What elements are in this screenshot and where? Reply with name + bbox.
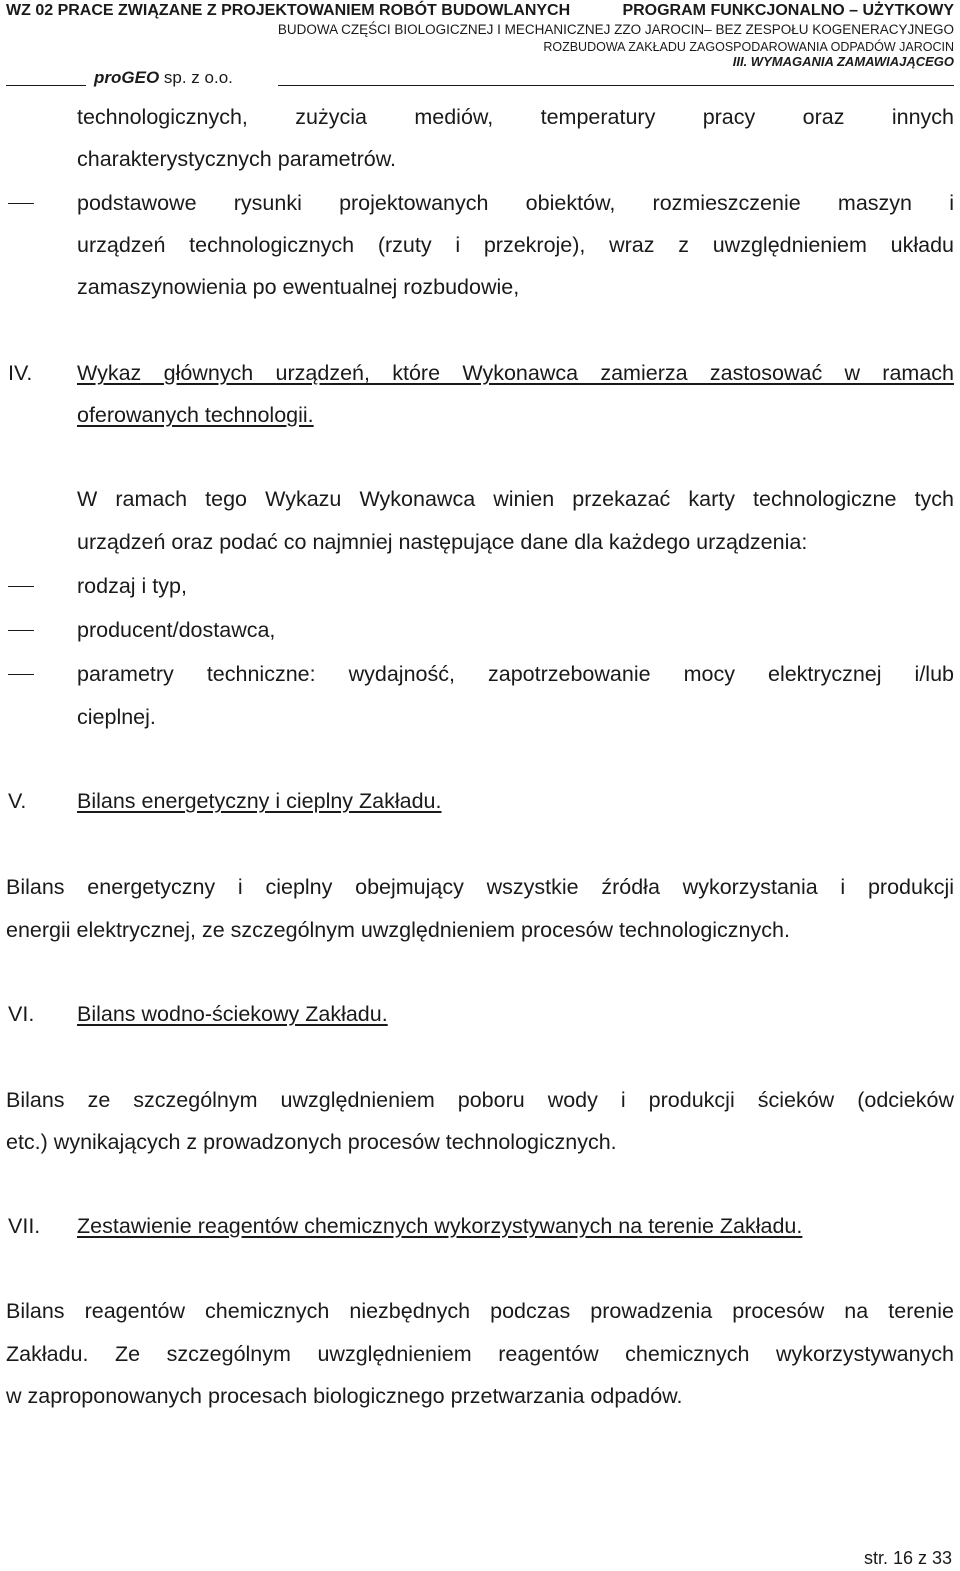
- section-number-v: V.: [8, 789, 27, 813]
- page-number: str. 16 z 33: [863, 1548, 952, 1568]
- header-project-line: BUDOWA CZĘŚCI BIOLOGICZNEJ I MECHANICZNEJ ZZO JAROCIN– BEZ ZESPOŁU KOGENERACYJNEGO: [277, 22, 954, 37]
- list-item-line: zamaszynowienia po ewentualnej rozbudowie,: [77, 275, 520, 299]
- header-section-line: III. WYMAGANIA ZAMAWIAJĄCEGO: [732, 54, 954, 69]
- company-logo: [94, 68, 233, 88]
- list-item-line: podstawowe rysunki projektowanych obiektów, rozmieszczenie maszyn i: [77, 191, 954, 215]
- paragraph-line: technologicznych, zużycia mediów, temperatury pracy oraz innych: [77, 105, 954, 129]
- header-extension-line: ROZBUDOWA ZAKŁADU ZAGOSPODAROWANIA ODPADÓW JAROCIN: [543, 40, 954, 54]
- bullet-dash: [8, 586, 34, 587]
- section-number-iv: IV.: [8, 361, 33, 385]
- section-title-vi: Bilans wodno-ściekowy Zakładu.: [77, 1002, 388, 1026]
- list-item: producent/dostawca,: [77, 618, 276, 642]
- header-line-1: [6, 2, 954, 22]
- header-rule-left: [6, 85, 86, 86]
- paragraph-line: Zakładu. Ze szczególnym uwzględnieniem reagentów chemicznych wykorzystywanych: [6, 1342, 954, 1366]
- bullet-dash: [8, 203, 34, 204]
- paragraph-line: Bilans reagentów chemicznych niezbędnych podczas prowadzenia procesów na terenie: [6, 1299, 954, 1323]
- section-number-vii: VII.: [8, 1214, 41, 1238]
- paragraph-line: Bilans ze szczególnym uwzględnieniem poboru wody i produkcji ścieków (odcieków: [6, 1088, 954, 1112]
- section-title-v: Bilans energetyczny i cieplny Zakładu.: [77, 789, 442, 813]
- list-item: rodzaj i typ,: [77, 574, 187, 598]
- section-title-vii: Zestawienie reagentów chemicznych wykorzystywanych na terenie Zakładu.: [77, 1214, 803, 1238]
- paragraph-line: energii elektrycznej, ze szczególnym uwzględnieniem procesów technologicznych.: [6, 918, 790, 942]
- company-row: [6, 68, 954, 90]
- section-number-vi: VI.: [8, 1002, 35, 1026]
- section-title-iv-cont: oferowanych technologii.: [77, 403, 314, 427]
- bullet-dash: [8, 630, 34, 631]
- company-logo-bold: proGEO: [94, 68, 160, 87]
- header-contract-title: WZ 02 PRACE ZWIĄZANE Z PROJEKTOWANIEM ROBÓT BUDOWLANYCH: [6, 2, 571, 19]
- paragraph-line: W ramach tego Wykazu Wykonawca winien przekazać karty technologiczne tych: [77, 487, 954, 511]
- list-item-line: parametry techniczne: wydajność, zapotrzebowanie mocy elektrycznej i/lub: [77, 662, 954, 686]
- paragraph-line: charakterystycznych parametrów.: [77, 147, 397, 171]
- list-item-line: urządzeń technologicznych (rzuty i przekroje), wraz z uwzględnieniem układu: [77, 233, 954, 257]
- company-logo-rest: sp. z o.o.: [159, 68, 233, 87]
- paragraph-line: urządzeń oraz podać co najmniej następujące dane dla każdego urządzenia:: [77, 530, 808, 554]
- bullet-dash: [8, 674, 34, 675]
- paragraph-line: w zaproponowanych procesach biologicznego przetwarzania odpadów.: [6, 1384, 683, 1408]
- paragraph-line: Bilans energetyczny i cieplny obejmujący wszystkie źródła wykorzystania i produkcji: [6, 875, 954, 899]
- paragraph-line: etc.) wynikających z prowadzonych procesów technologicznych.: [6, 1130, 617, 1154]
- header-rule-right: [278, 85, 954, 86]
- section-title-iv: Wykaz głównych urządzeń, które Wykonawca zamierza zastosować w ramach: [77, 361, 954, 385]
- header-program-title: PROGRAM FUNKCJONALNO – UŻYTKOWY: [622, 2, 954, 19]
- list-item-line: cieplnej.: [77, 705, 156, 729]
